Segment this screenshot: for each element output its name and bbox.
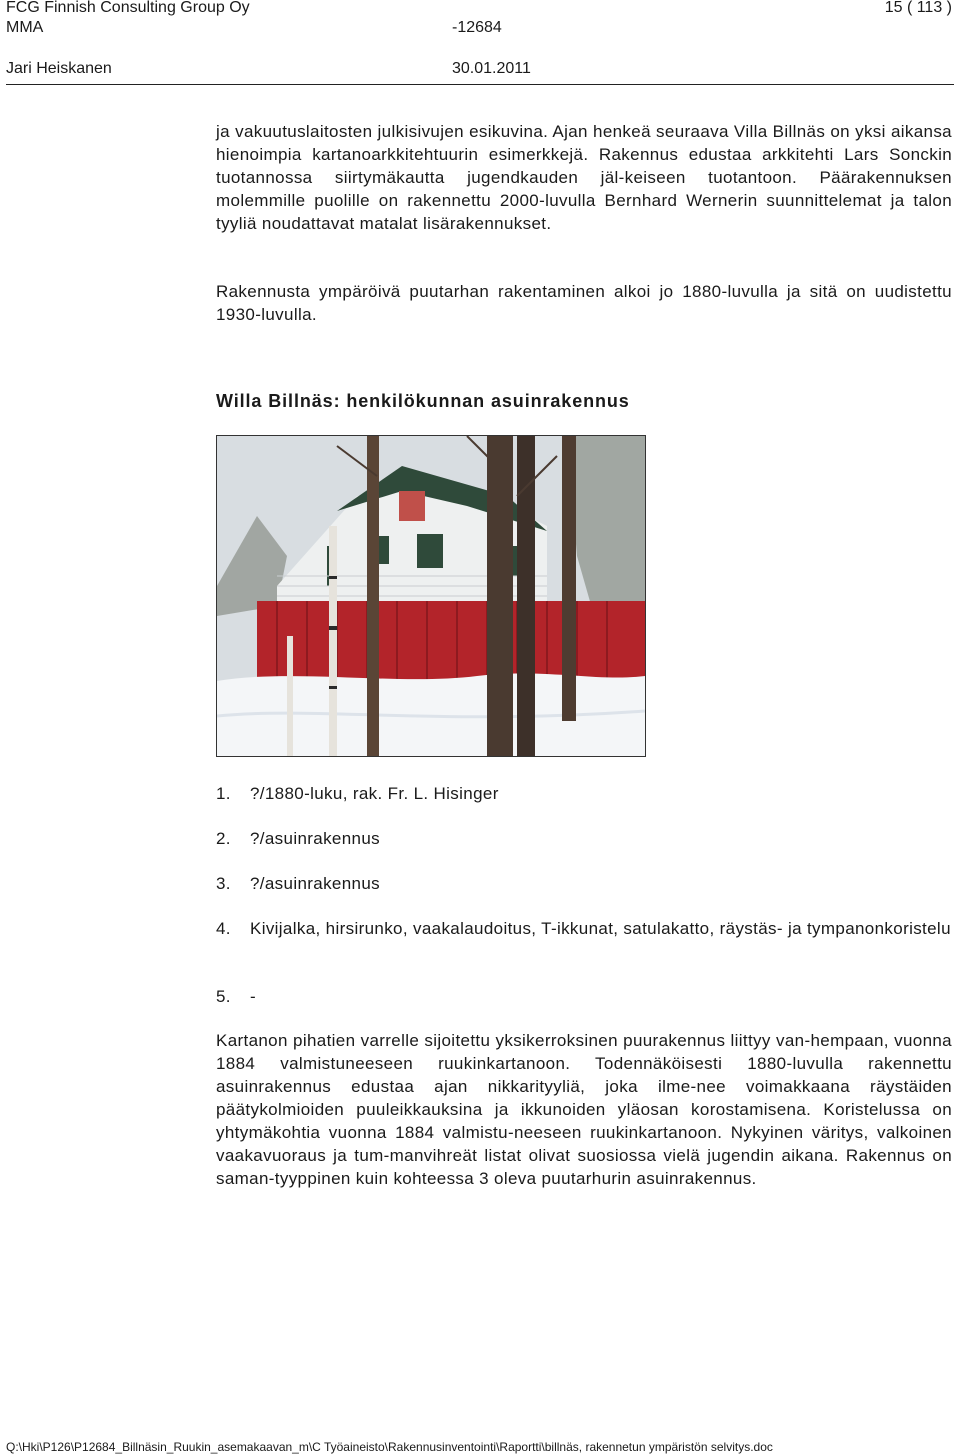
paragraph-intro: ja vakuutuslaitosten julkisivujen esikuvina. Ajan henkeä seuraava Villa Billnäs on yksi aikansa hienoimpia kartanoarkkitehtuurin esimerkkejä. Rakennus edustaa arkkitehti Lars Sonckin tuotannossa siirtymäkautta jugendkauden jäl-keiseen tuotantoon. Päärakennuksen molemmille puolille on rakennettu 2000-luvulla Bernhard Wernerin suunnittelemat ja talon tyyliä noudattavat matalat lisärakennukset. bbox=[216, 122, 952, 233]
document-code: MMA bbox=[6, 19, 44, 36]
list-item-number: 4. bbox=[216, 919, 231, 938]
footer-file-path: Q:\Hki\P126\P12684_Billnäsin_Ruukin_asemakaavan_m\C Työaineisto\Rakennusinventointi\Raportti\billnäs, rakennetun ympäristön selvitys.doc bbox=[6, 1440, 773, 1454]
page-indicator: 15 ( 113 ) bbox=[884, 0, 952, 16]
project-number: -12684 bbox=[452, 19, 502, 36]
author-name: Jari Heiskanen bbox=[6, 60, 112, 77]
header-divider bbox=[6, 84, 954, 85]
list-item-text: ?/1880-luku, rak. Fr. L. Hisinger bbox=[250, 784, 499, 803]
list-item-number: 3. bbox=[216, 874, 231, 893]
list-item-number: 5. bbox=[216, 987, 231, 1006]
list-item-number: 2. bbox=[216, 829, 231, 848]
list-item-text: ?/asuinrakennus bbox=[250, 829, 381, 848]
list-item-text: - bbox=[250, 987, 257, 1006]
list-item-text: ?/asuinrakennus bbox=[250, 874, 381, 893]
building-photo bbox=[216, 435, 646, 757]
paragraph-description: Kartanon pihatien varrelle sijoitettu yksikerroksinen puurakennus liittyy van-hempaan, vuonna 1884 valmistuneeseen ruukinkartanoon. Todennäköisesti 1880-luvulla rakennettu asuinrakennus edustaa ajan nikkarityyliä, joka ilme-nee voimakkaana räystäiden päätykolmioiden puuleikkauksina ja ikkunoiden yläosan korostamisena. Koristelussa on yhtymäkohtia vuonna 1884 valmistu-neeseen ruukinkartanoon. Nykyinen väritys, valkoinen vaakavuoraus ja tum-manvihreät listat olivat suosiossa vielä jugendin aikana. Rakennus on saman-tyyppinen kuin kohteessa 3 oleva puutarhurin asuinrakennus. bbox=[216, 1031, 952, 1188]
section-heading: Willa Billnäs: henkilökunnan asuinrakennus bbox=[216, 391, 630, 411]
list-item bbox=[216, 985, 256, 1008]
list-item bbox=[216, 782, 499, 805]
list-item bbox=[216, 872, 380, 895]
list-item-text: Kivijalka, hirsirunko, vaakalaudoitus, T-ikkunat, satulakatto, räystäs- ja tympanonkoristelu bbox=[250, 919, 951, 938]
document-date: 30.01.2011 bbox=[452, 60, 531, 77]
list-item-number: 1. bbox=[216, 784, 231, 803]
list-item bbox=[216, 827, 380, 850]
paragraph-garden: Rakennusta ympäröivä puutarhan rakentaminen alkoi jo 1880-luvulla ja sitä on uudistettu 1930-luvulla. bbox=[216, 282, 952, 324]
list-item bbox=[216, 917, 952, 940]
company-name: FCG Finnish Consulting Group Oy bbox=[6, 0, 250, 16]
